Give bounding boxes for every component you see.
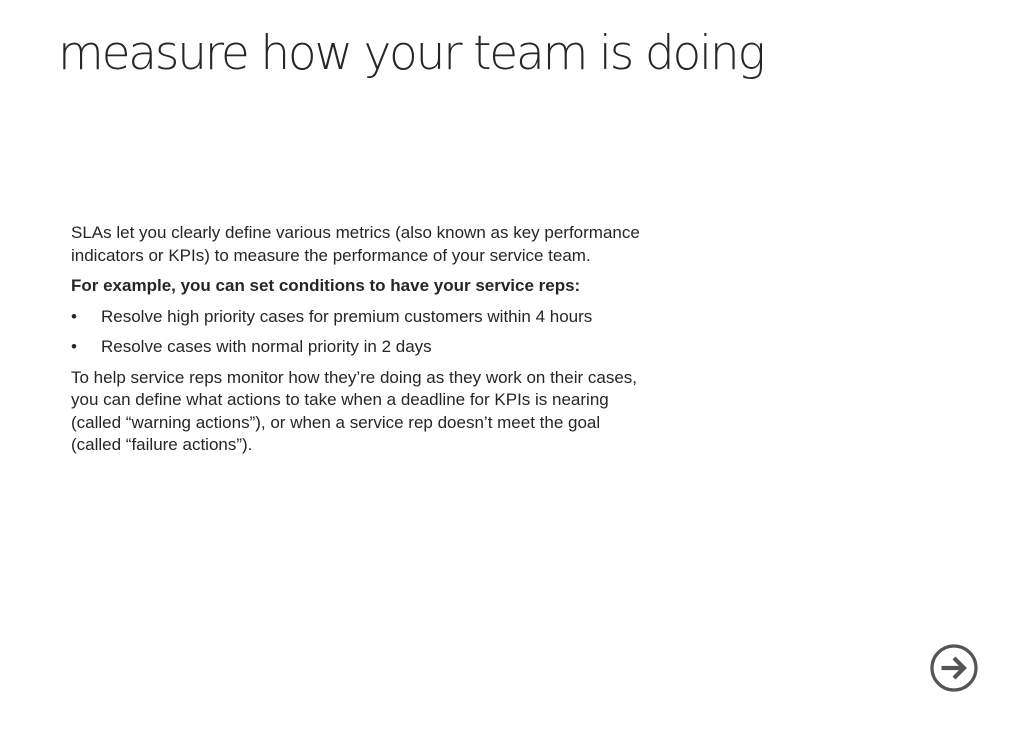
bullet-marker: • — [71, 306, 77, 326]
bullet-marker: • — [71, 337, 77, 356]
intro-paragraph: SLAs let you clearly define various metrics (also known as key performance indicators or KPIs) to measure the performance of your service team. — [71, 223, 640, 265]
example-list — [71, 306, 651, 359]
arrow-right-circle-icon — [930, 644, 978, 692]
list-item-text: Resolve high priority cases for premium customers within 4 hours — [101, 306, 593, 326]
next-slide-button[interactable] — [930, 644, 978, 692]
closing-paragraph: To help service reps monitor how they’re doing as they work on their cases, you can define what actions to take when a deadline for KPIs is nearing (called “warning actions”), or when a service rep doesn’t meet the goal (called “failure actions”). — [71, 367, 637, 454]
list-item — [71, 306, 651, 329]
list-item — [71, 336, 651, 359]
list-item-text: Resolve cases with normal priority in 2 days — [101, 337, 432, 356]
example-heading: For example, you can set conditions to have your service reps: — [71, 276, 581, 295]
page-title: measure how your team is doing — [58, 26, 764, 81]
slide-body — [71, 222, 651, 465]
